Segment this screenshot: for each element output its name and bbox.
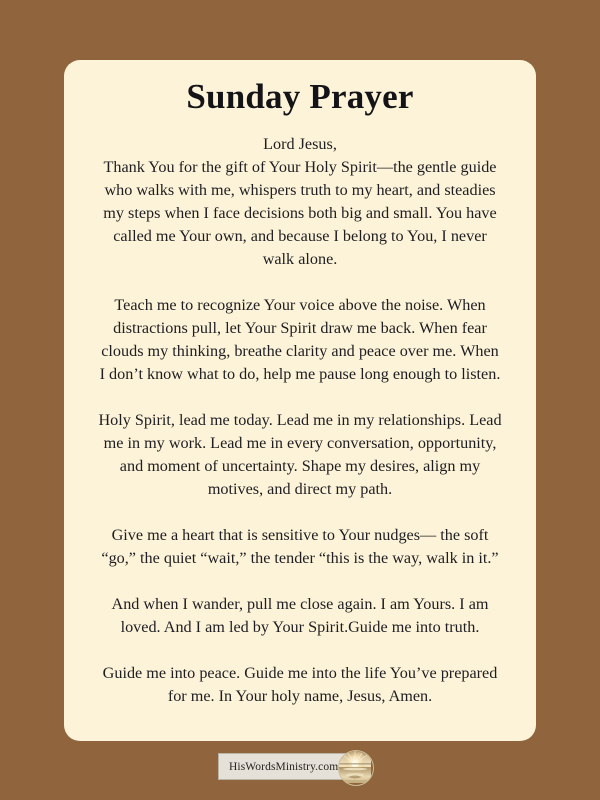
prayer-salutation: Lord Jesus, [263,135,337,154]
prayer-paragraph: Give me a heart that is sensitive to Your nudges— the soft “go,” the quiet “wait,” the tender “this is the way, walk in it.” [101,526,499,568]
prayer-paragraph: Teach me to recognize Your voice above the noise. When distractions pull, let Your Spirit draw me back. When fear clouds my thinking, breathe clarity and peace over me. When I don’t know what to do, help me pause long enough to listen. [99,296,501,384]
prayer-paragraph: Guide me into peace. Guide me into the life You’ve prepared for me. In Your holy name, Jesus, Amen. [102,664,498,706]
prayer-paragraph: Holy Spirit, lead me today. Lead me in my relationships. Lead me in my work. Lead me in every conversation, opportunity, and moment of uncertainty. Shape my desires, align my motives, and direct my path. [98,411,502,499]
page-title: Sunday Prayer [186,77,414,116]
prayer-card [64,60,536,741]
sunrise-landscape-icon [338,750,374,786]
prayer-paragraph: Thank You for the gift of Your Holy Spirit—the gentle guide who walks with me, whispers truth to my heart, and steadies my steps when I face decisions both big and small. You have called me Your own, and because I belong to You, I never walk alone. [103,158,497,269]
prayer-text-body [98,133,502,708]
prayer-paragraph: And when I wander, pull me close again. I am Yours. I am loved. And I am led by Your Spirit.Guide me into truth. [111,595,489,637]
site-watermark-badge[interactable] [218,753,365,780]
site-url-label: HisWordsMinistry.com [229,760,339,773]
